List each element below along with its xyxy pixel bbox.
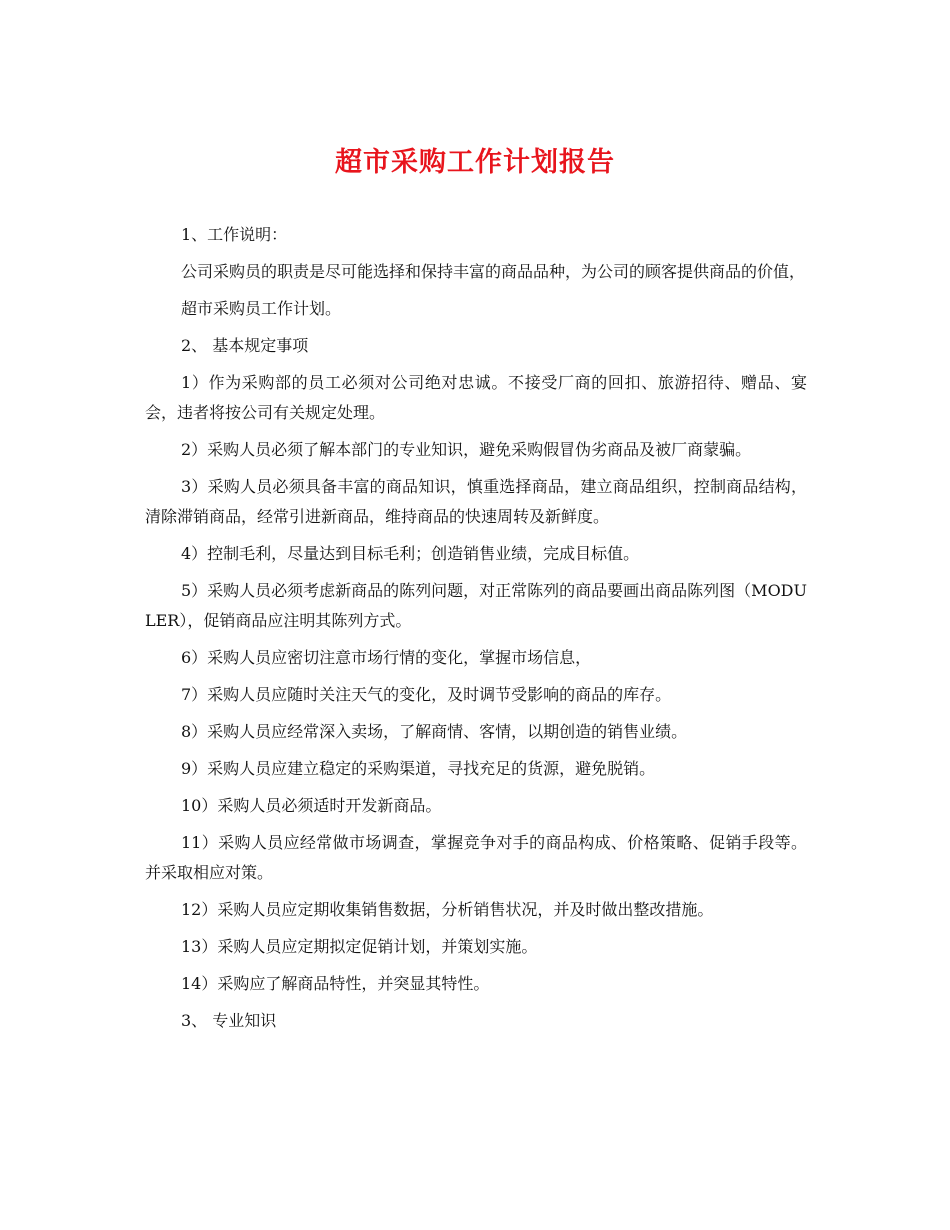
section-heading-basic-rules: 2、 基本规定事项 [181,336,309,355]
rule-item-1: 1）作为采购部的员工必须对公司绝对忠诚。不接受厂商的回扣、旅游招待、赠品、宴会，违者将按公司有关规定处理。 [145,373,807,422]
document-body [145,220,807,1043]
section-heading-professional-knowledge: 3、 专业知识 [181,1011,277,1030]
rule-item-13: 13）采购人员应定期拟定促销计划，并策划实施。 [181,937,538,956]
rule-item-5: 5）采购人员必须考虑新商品的陈列问题，对正常陈列的商品要画出商品陈列图（MODULER），促销商品应注明其陈列方式。 [145,581,807,630]
rule-item-12: 12）采购人员应定期收集销售数据，分析销售状况，并及时做出整改措施。 [181,900,714,919]
rule-item-7: 7）采购人员应随时关注天气的变化，及时调节受影响的商品的库存。 [181,685,672,704]
paragraph-work-plan: 超市采购员工作计划。 [181,299,342,318]
document-title: 超市采购工作计划报告 [335,147,615,178]
rule-item-4: 4）控制毛利，尽量达到目标毛利；创造销售业绩，完成目标值。 [181,544,640,563]
rule-item-2: 2）采购人员必须了解本部门的专业知识，避免采购假冒伪劣商品及被厂商蒙骗。 [181,440,752,459]
rule-item-14: 14）采购应了解商品特性，并突显其特性。 [181,974,490,993]
rule-item-3: 3）采购人员必须具备丰富的商品知识，慎重选择商品，建立商品组织，控制商品结构，清除滞销商品，经常引进新商品，维持商品的快速周转及新鲜度。 [145,477,807,526]
rule-item-6: 6）采购人员应密切注意市场行情的变化，掌握市场信息， [181,648,592,667]
paragraph-buyer-duty: 公司采购员的职责是尽可能选择和保持丰富的商品品种，为公司的顾客提供商品的价值， [181,262,806,281]
rule-item-11: 11）采购人员应经常做市场调查，掌握竞争对手的商品构成、价格策略、促销手段等。并采取相应对策。 [145,833,807,882]
section-heading-work-description: 1、工作说明： [181,225,288,244]
rule-item-8: 8）采购人员应经常深入卖场，了解商情、客情，以期创造的销售业绩。 [181,722,688,741]
rule-item-9: 9）采购人员应建立稳定的采购渠道，寻找充足的货源，避免脱销。 [181,759,656,778]
rule-item-10: 10）采购人员必须适时开发新商品。 [181,796,442,815]
